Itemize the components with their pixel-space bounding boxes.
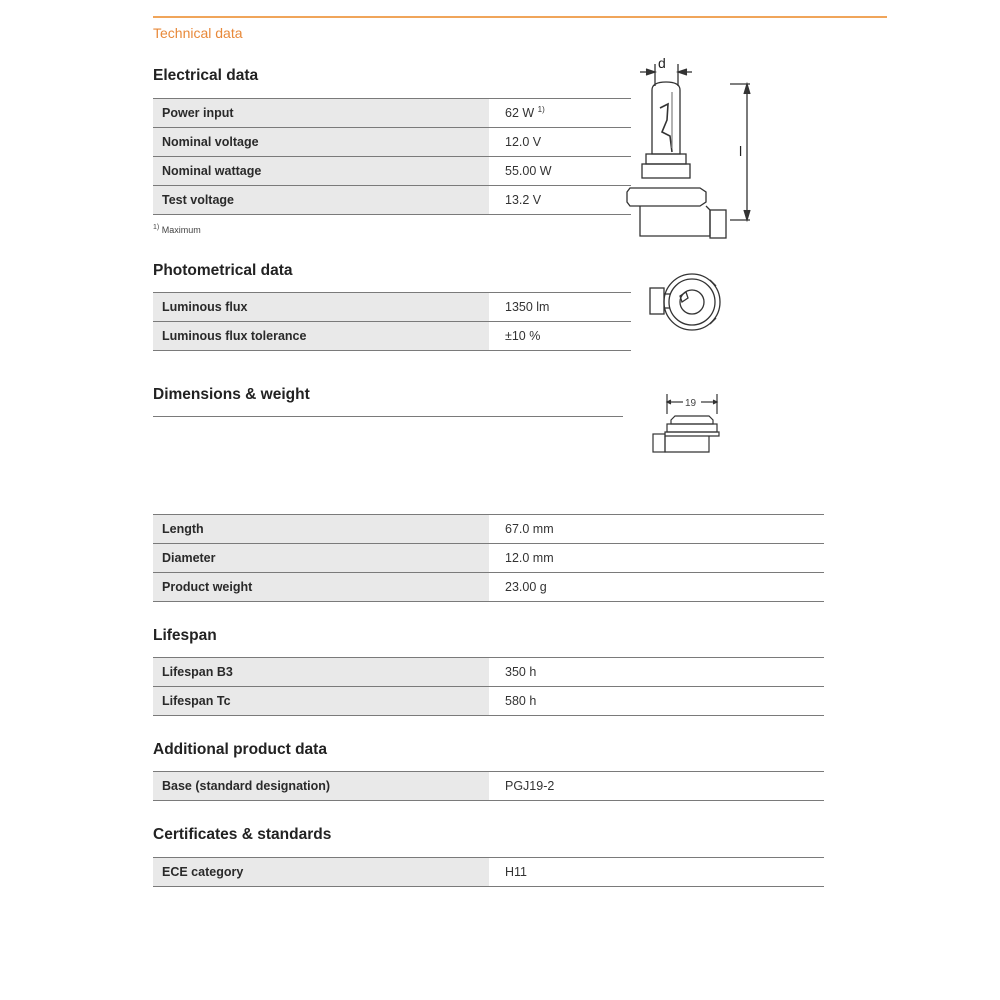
row-value: 55.00 W xyxy=(489,157,631,186)
section-title-lifespan: Lifespan xyxy=(153,627,217,644)
dimension-label-d: d xyxy=(658,55,666,71)
section-title-certificates: Certificates & standards xyxy=(153,826,332,843)
lifespan-table xyxy=(153,657,824,716)
table-row xyxy=(153,157,631,186)
base-dimension-drawing xyxy=(645,390,725,462)
value-text: 62 W xyxy=(505,106,535,121)
footnote xyxy=(153,224,201,235)
bulb-side-view-drawing xyxy=(622,52,762,244)
row-label: Power input xyxy=(153,99,489,128)
table-row xyxy=(153,544,824,573)
row-value: 67.0 mm xyxy=(489,515,824,544)
table-row xyxy=(153,128,631,157)
photometrical-table xyxy=(153,292,631,351)
row-label: Nominal wattage xyxy=(153,157,489,186)
table-row xyxy=(153,858,824,887)
row-value: H11 xyxy=(489,858,824,887)
electrical-table xyxy=(153,98,631,215)
document-title: Technical data xyxy=(153,25,243,41)
row-label: Nominal voltage xyxy=(153,128,489,157)
section-title-electrical: Electrical data xyxy=(153,67,259,84)
table-row xyxy=(153,322,631,351)
row-value: 13.2 V xyxy=(489,186,631,215)
row-value: PGJ19-2 xyxy=(489,772,824,801)
row-value: 12.0 mm xyxy=(489,544,824,573)
row-value xyxy=(489,99,631,128)
row-label: Lifespan B3 xyxy=(153,658,489,687)
section-title-dimensions: Dimensions & weight xyxy=(153,386,310,403)
row-label: Luminous flux tolerance xyxy=(153,322,489,351)
table-row xyxy=(153,687,824,716)
section-divider xyxy=(153,416,623,417)
row-value: 580 h xyxy=(489,687,824,716)
row-label: Product weight xyxy=(153,573,489,602)
table-row xyxy=(153,772,824,801)
base-dimension-label: 19 xyxy=(685,398,697,409)
row-label: Lifespan Tc xyxy=(153,687,489,716)
row-label: ECE category xyxy=(153,858,489,887)
row-label: Length xyxy=(153,515,489,544)
certificates-table xyxy=(153,857,824,887)
row-label: Diameter xyxy=(153,544,489,573)
table-row xyxy=(153,99,631,128)
row-label: Base (standard designation) xyxy=(153,772,489,801)
header-rule xyxy=(153,16,887,18)
row-value: 12.0 V xyxy=(489,128,631,157)
table-row xyxy=(153,515,824,544)
footnote-text: Maximum xyxy=(161,225,201,235)
dimension-label-l: l xyxy=(739,143,743,159)
row-value: 350 h xyxy=(489,658,824,687)
footnote-reference: 1) xyxy=(537,105,545,115)
row-value: 1350 lm xyxy=(489,293,631,322)
section-title-additional: Additional product data xyxy=(153,741,327,758)
row-value: 23.00 g xyxy=(489,573,824,602)
table-row xyxy=(153,573,824,602)
row-value: ±10 % xyxy=(489,322,631,351)
section-title-photometrical: Photometrical data xyxy=(153,262,293,279)
dimensions-table xyxy=(153,514,824,602)
table-row xyxy=(153,293,631,322)
footnote-mark: 1) xyxy=(153,224,160,231)
table-row xyxy=(153,186,631,215)
table-row xyxy=(153,658,824,687)
row-label: Luminous flux xyxy=(153,293,489,322)
additional-table xyxy=(153,771,824,801)
bulb-top-view-drawing xyxy=(640,266,728,338)
row-label: Test voltage xyxy=(153,186,489,215)
